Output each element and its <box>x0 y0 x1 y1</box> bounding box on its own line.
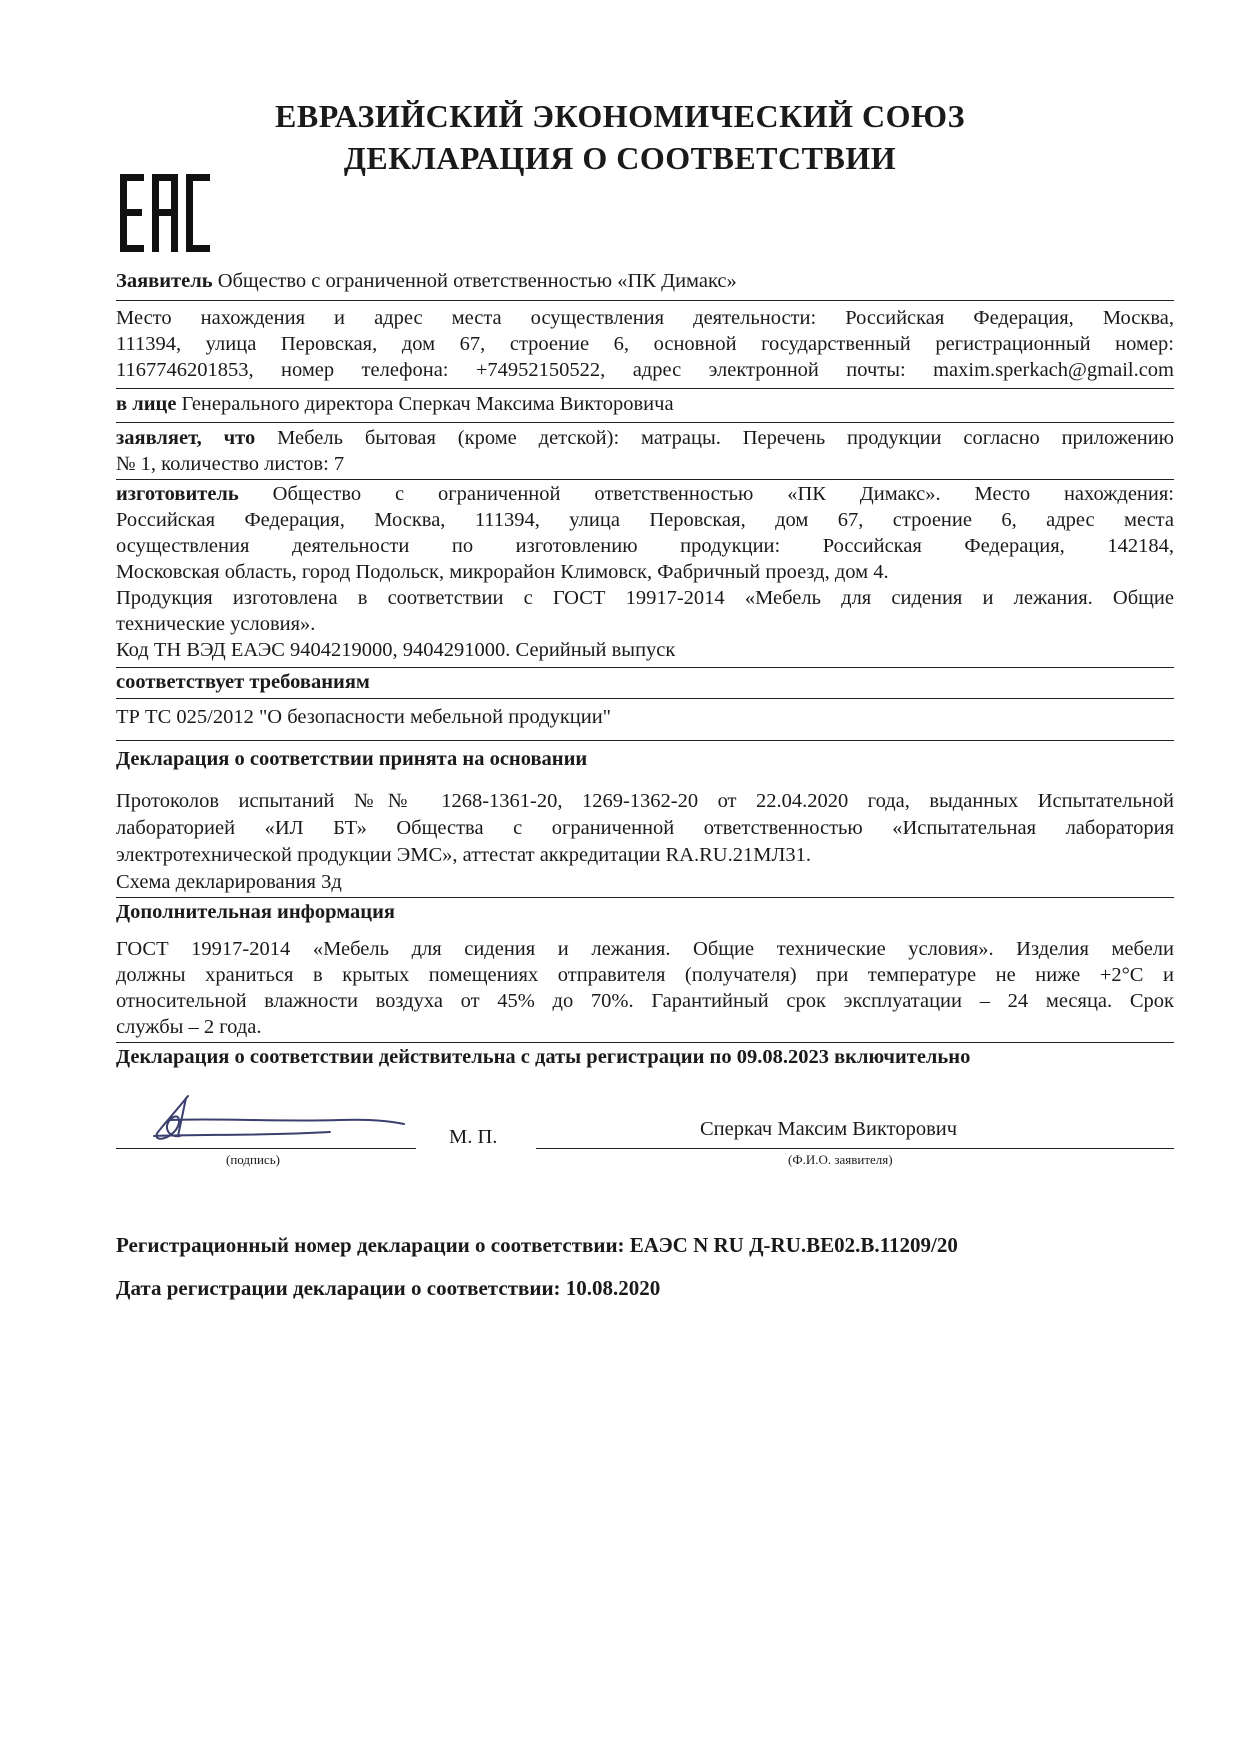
divider <box>116 422 1174 423</box>
additional-label: Дополнительная информация <box>116 901 395 923</box>
basis-label: Декларация о соответствии принята на основании <box>116 748 588 770</box>
represented-value: Генерального директора Сперкач Максима Викторовича <box>176 393 674 415</box>
handwritten-signature <box>140 1092 410 1148</box>
registration-number: Регистрационный номер декларации о соответствии: ЕАЭС N RU Д-RU.BE02.B.11209/20 <box>116 1233 958 1257</box>
divider <box>116 698 1174 699</box>
requirements-label: соответствует требованиям <box>116 671 370 693</box>
basis-line-1: Протоколов испытаний №№ 1268-1361-20, 1269-1362-20 от 22.04.2020 года, выданных Испытательной <box>116 790 1174 812</box>
additional-line-3: относительной влажности воздуха от 45% до 70%. Гарантийный срок эксплуатации – 24 месяца. Срок <box>116 990 1174 1012</box>
requirements-value: ТР ТС 025/2012 "О безопасности мебельной продукции" <box>116 706 612 728</box>
registration-date: Дата регистрации декларации о соответствии: 10.08.2020 <box>116 1276 661 1300</box>
product-standard-line-2: технические условия». <box>116 613 316 635</box>
product-standard-line-1: Продукция изготовлена в соответствии с ГОСТ 19917-2014 «Мебель для сидения и лежания. Общие <box>116 587 1174 609</box>
manufacturer-line-2: Российская Федерация, Москва, 111394, улица Перовская, дом 67, строение 6, адрес места <box>116 509 1174 531</box>
basis-line-2: лабораторией «ИЛ БТ» Общества с ограниченной ответственностью «Испытательная лаборатория <box>116 817 1174 839</box>
declares-line-1 <box>116 425 1174 452</box>
declaration-scheme: Схема декларирования 3д <box>116 871 342 893</box>
declares-label: заявляет, что <box>116 427 256 449</box>
applicant-label: Заявитель <box>116 270 213 292</box>
validity-line: Декларация о соответствии действительна с даты регистрации по 09.08.2023 включительно <box>116 1046 971 1068</box>
address-line-2: 111394, улица Перовская, дом 67, строение 6, основной государственный регистрационный номер: <box>116 333 1174 355</box>
signature-caption: (подпись) <box>226 1152 280 1167</box>
represented-line <box>116 391 674 418</box>
divider <box>116 667 1174 668</box>
name-line <box>536 1148 1174 1149</box>
stamp-place: М. П. <box>449 1126 498 1148</box>
manufacturer-line-3: осуществления деятельности по изготовлению продукции: Российская Федерация, 142184, <box>116 535 1174 557</box>
additional-line-4: службы – 2 года. <box>116 1016 262 1038</box>
declares-value: Мебель бытовая (кроме детской): матрацы. Перечень продукции согласно приложению <box>255 427 1174 449</box>
union-title: ЕВРАЗИЙСКИЙ ЭКОНОМИЧЕСКИЙ СОЮЗ <box>275 98 965 134</box>
divider <box>116 479 1174 480</box>
manufacturer-line-4: Московская область, город Подольск, микрорайон Климовск, Фабричный проезд, дом 4. <box>116 561 889 583</box>
divider <box>116 388 1174 389</box>
divider <box>116 897 1174 898</box>
divider <box>116 1042 1174 1043</box>
manufacturer-line-1 <box>116 481 1174 508</box>
basis-line-3: электротехнической продукции ЭМС», аттестат аккредитации RA.RU.21МЛ31. <box>116 844 811 866</box>
represented-label: в лице <box>116 393 177 415</box>
applicant-value: Общество с ограниченной ответственностью «ПК Димакс» <box>212 270 737 292</box>
name-caption: (Ф.И.О. заявителя) <box>788 1152 893 1167</box>
divider <box>116 300 1174 301</box>
divider <box>116 740 1174 741</box>
declares-line-2: № 1, количество листов: 7 <box>116 453 345 475</box>
document-title: ДЕКЛАРАЦИЯ О СООТВЕТСТВИИ <box>343 140 897 176</box>
hs-code-line: Код ТН ВЭД ЕАЭС 9404219000, 9404291000. Серийный выпуск <box>116 639 676 661</box>
additional-line-1: ГОСТ 19917-2014 «Мебель для сидения и лежания. Общие технические условия». Изделия мебели <box>116 938 1174 960</box>
manufacturer-value: Общество с ограниченной ответственностью «ПК Димакс». Место нахождения: <box>238 483 1174 505</box>
additional-line-2: должны храниться в крытых помещениях отправителя (получателя) при температуре не ниже +2°С и <box>116 964 1174 986</box>
signer-name: Сперкач Максим Викторович <box>700 1118 958 1140</box>
applicant-line <box>116 268 737 295</box>
signature-line <box>116 1148 416 1149</box>
address-line-3: 1167746201853, номер телефона: +74952150522, адрес электронной почты: maxim.sperkach@gmail.com <box>116 359 1174 381</box>
address-line-1: Место нахождения и адрес места осуществления деятельности: Российская Федерация, Москва, <box>116 307 1174 329</box>
eac-mark-icon <box>118 172 214 254</box>
manufacturer-label: изготовитель <box>116 483 239 505</box>
